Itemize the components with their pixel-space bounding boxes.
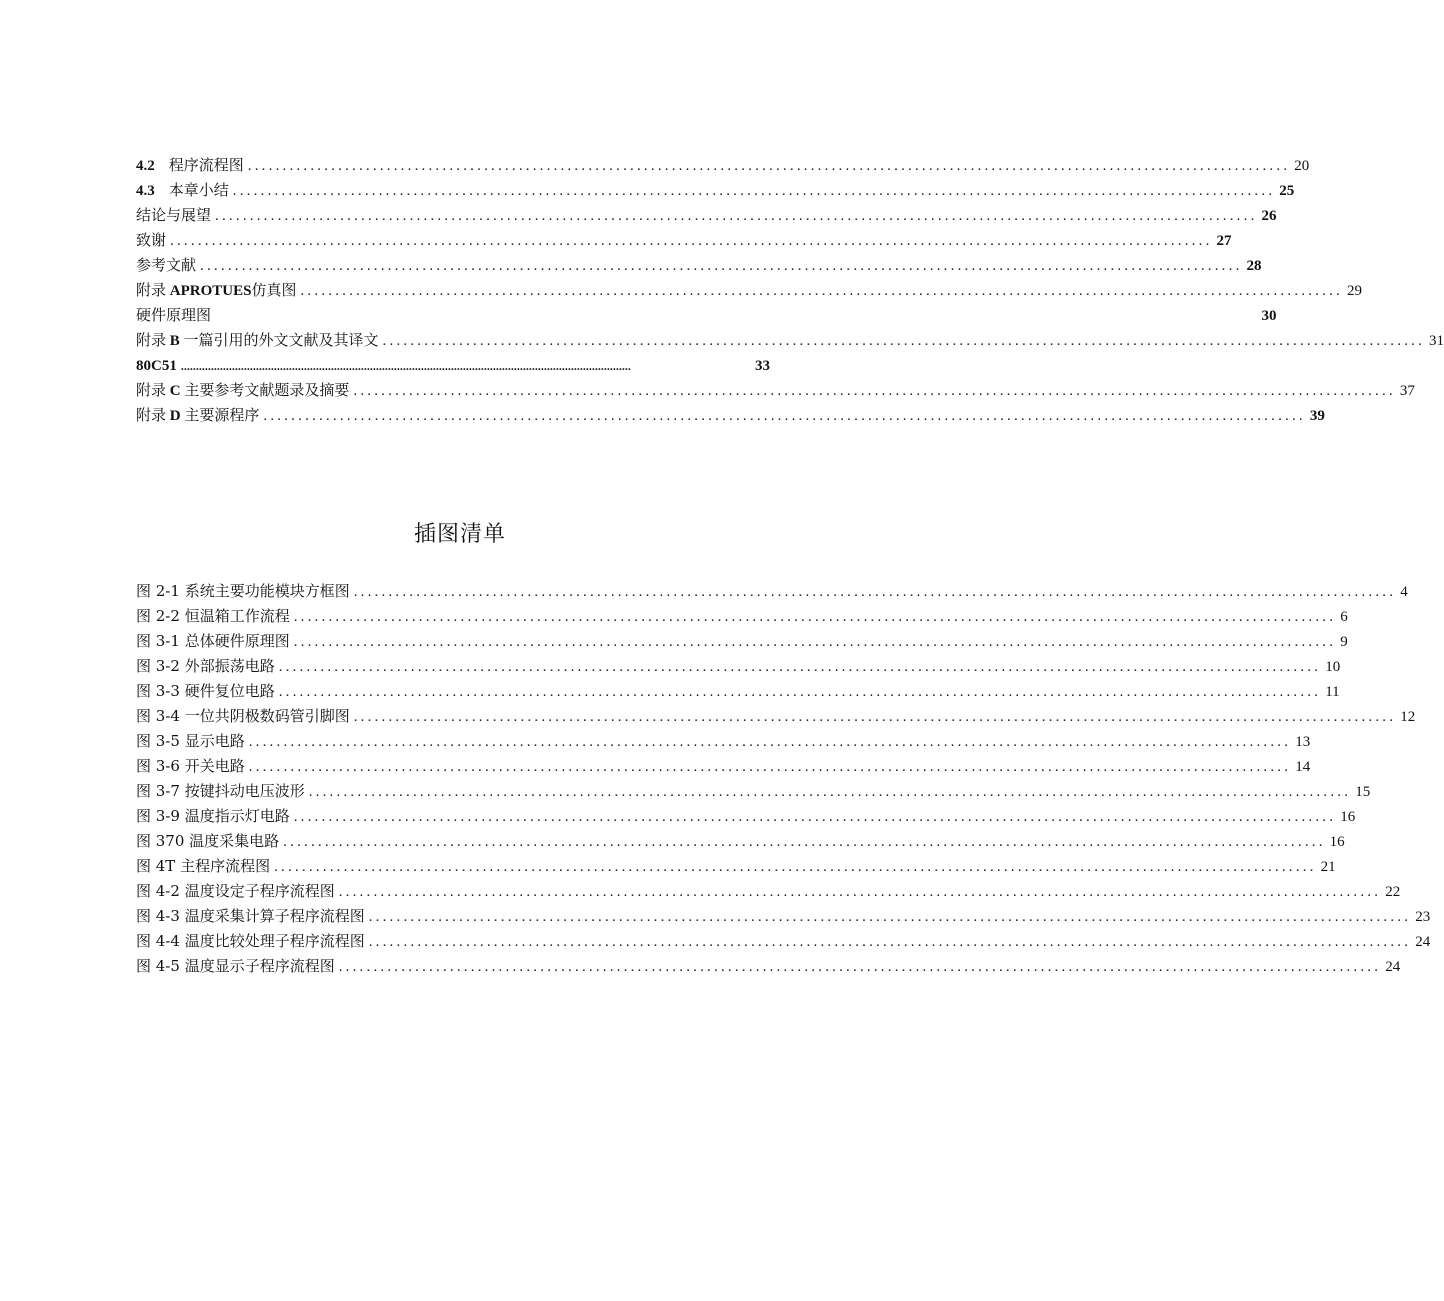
figure-entry-leader: ...................................................................................................................................................... bbox=[368, 909, 1412, 925]
toc-entry bbox=[136, 353, 770, 378]
figure-entry-leader: ...................................................................................................................................................... bbox=[283, 834, 1326, 850]
figure-entry bbox=[136, 704, 1416, 729]
figure-entry bbox=[136, 779, 1371, 804]
figure-entry-page: 16 bbox=[1340, 809, 1356, 825]
toc-entry-page: 33 bbox=[755, 358, 770, 374]
figure-entry-title: 图 370 温度采集电路 bbox=[136, 832, 280, 850]
figure-entry-leader: ...................................................................................................................................................... bbox=[293, 609, 1337, 625]
figure-entry-page: 24 bbox=[1415, 934, 1431, 950]
toc-entry-number: 4.3 bbox=[136, 183, 155, 199]
toc-entry bbox=[136, 203, 1277, 228]
figure-entry-title: 图 3-5 显示电路 bbox=[136, 732, 245, 750]
figure-entry-title: 图 4-4 温度比较处理子程序流程图 bbox=[136, 932, 365, 950]
toc-entry bbox=[136, 153, 1310, 178]
toc-entry-title-prefix: 附录 bbox=[136, 381, 167, 399]
figure-entry-page: 15 bbox=[1355, 784, 1371, 800]
figure-entry bbox=[136, 854, 1336, 879]
toc-entry-title bbox=[136, 278, 296, 304]
figure-entry-leader: ...................................................................................................................................................... bbox=[308, 784, 1352, 800]
toc-entry-page: 25 bbox=[1279, 183, 1295, 199]
figure-entry-leader: ...................................................................................................................................................... bbox=[278, 659, 1322, 675]
toc-entry-leader: ...................................................................................................................................................... bbox=[247, 158, 1291, 174]
figure-entry-leader: ...................................................................................................................................................... bbox=[293, 634, 1337, 650]
figure-entry bbox=[136, 679, 1340, 704]
toc-entry-title: 参考文献 bbox=[136, 256, 197, 274]
toc-entry bbox=[136, 303, 1277, 328]
toc-entry-title-suffix: 仿真图 bbox=[251, 281, 297, 299]
figure-entry-title: 图 3-2 外部振荡电路 bbox=[136, 657, 275, 675]
toc-entry-title-prefix: 附录 bbox=[136, 331, 167, 349]
figure-entry-page: 22 bbox=[1385, 884, 1401, 900]
figure-entry-page: 24 bbox=[1385, 959, 1401, 975]
toc-entry-title bbox=[136, 378, 349, 404]
figure-entry bbox=[136, 654, 1341, 679]
toc-entry-title: 本章小结 bbox=[168, 181, 229, 199]
figure-entry-page: 10 bbox=[1325, 659, 1341, 675]
toc-entry-title-bold: B bbox=[166, 333, 184, 349]
toc-entry-title-suffix: 主要参考文献题录及摘要 bbox=[184, 381, 350, 399]
figure-entry-page: 13 bbox=[1295, 734, 1311, 750]
figure-entry-title: 图 4-5 温度显示子程序流程图 bbox=[136, 957, 335, 975]
toc-entry-page: 39 bbox=[1309, 408, 1325, 424]
toc-entry-title-suffix: 主要源程序 bbox=[184, 406, 260, 424]
toc-entry-title: 硬件原理图 bbox=[136, 306, 212, 324]
toc-entry bbox=[136, 403, 1325, 428]
toc-entry-page: 37 bbox=[1399, 383, 1415, 399]
figures-list-heading: 插图清单 bbox=[413, 522, 506, 547]
toc-entry-title bbox=[136, 328, 379, 354]
toc-entry bbox=[136, 378, 1415, 403]
figure-entry-title: 图 3-1 总体硬件原理图 bbox=[136, 632, 290, 650]
figure-entry-leader: ...................................................................................................................................................... bbox=[353, 584, 1397, 600]
toc-entry-title-prefix: 附录 bbox=[136, 406, 167, 424]
figure-entry-leader: ...................................................................................................................................................... bbox=[248, 734, 1292, 750]
toc-entry bbox=[136, 253, 1262, 278]
figure-entry-page: 9 bbox=[1340, 634, 1348, 650]
figure-entry-leader: ...................................................................................................................................................... bbox=[353, 709, 1397, 725]
figure-entry bbox=[136, 604, 1348, 629]
figure-entry-leader: ...................................................................................................................................................... bbox=[248, 759, 1292, 775]
figure-entry bbox=[136, 804, 1356, 829]
toc-entry-leader: ...................................................................................................................................................... bbox=[200, 258, 1243, 274]
toc-entry-page: 28 bbox=[1246, 258, 1262, 274]
toc-entry-page: 27 bbox=[1216, 233, 1232, 249]
toc-entry-leader: ...................................................................................................................................................... bbox=[232, 183, 1276, 199]
toc-entry-page: 30 bbox=[1261, 308, 1277, 324]
figure-entry-title: 图 4-3 温度采集计算子程序流程图 bbox=[136, 907, 365, 925]
figure-entry-page: 12 bbox=[1400, 709, 1416, 725]
toc-entry-page: 20 bbox=[1294, 158, 1310, 174]
figure-entry-leader: ...................................................................................................................................................... bbox=[293, 809, 1337, 825]
figure-entry-page: 21 bbox=[1320, 859, 1336, 875]
figure-entry-page: 11 bbox=[1325, 684, 1340, 700]
figures-list bbox=[136, 579, 1431, 979]
figure-entry-title: 图 3-9 温度指示灯电路 bbox=[136, 807, 290, 825]
toc-entry-leader: ...................................................................................................................................................... bbox=[382, 333, 1426, 349]
figure-entry-leader: ...................................................................................................................................................... bbox=[274, 859, 1317, 875]
figure-entry-leader: ...................................................................................................................................................... bbox=[338, 884, 1382, 900]
figure-entry-title: 图 2-2 恒温箱工作流程 bbox=[136, 607, 290, 625]
figure-entry-page: 4 bbox=[1400, 584, 1408, 600]
figure-entry-leader: ...................................................................................................................................................... bbox=[368, 934, 1412, 950]
figure-entry bbox=[136, 904, 1431, 929]
toc-entry bbox=[136, 228, 1232, 253]
figure-entry bbox=[136, 879, 1401, 904]
figure-entry-title: 图 3-4 一位共阴极数码管引脚图 bbox=[136, 707, 350, 725]
figure-entry bbox=[136, 579, 1408, 604]
figure-entry-page: 14 bbox=[1295, 759, 1311, 775]
toc-entry-title: 程序流程图 bbox=[168, 156, 244, 174]
figure-entry bbox=[136, 954, 1401, 979]
toc-entry-leader: ...................................................................................................................................................... bbox=[353, 383, 1396, 399]
toc-entry-title bbox=[136, 353, 177, 379]
figure-entry-title: 图 3-6 开关电路 bbox=[136, 757, 245, 775]
toc-entry-page: 29 bbox=[1346, 283, 1362, 299]
toc-entry-title-bold: D bbox=[166, 408, 185, 424]
toc-entry-title: 致谢 bbox=[136, 231, 167, 249]
figure-entry bbox=[136, 754, 1311, 779]
table-of-contents bbox=[136, 153, 1444, 428]
toc-entry-leader: ...................................................................................................................................................... bbox=[215, 208, 1258, 224]
toc-entry-leader: ...................................................................................................................................................... bbox=[263, 408, 1306, 424]
figure-entry-page: 23 bbox=[1415, 909, 1431, 925]
toc-entry bbox=[136, 178, 1295, 203]
toc-entry-leader: ...................................................................................................................................................... bbox=[300, 283, 1343, 299]
figure-entry-title: 图 4T 主程序流程图 bbox=[136, 857, 271, 875]
figure-entry-title: 图 3-3 硬件复位电路 bbox=[136, 682, 275, 700]
toc-entry-leader: ...................................................................................................................................................... bbox=[170, 233, 1213, 249]
toc-entry-number: 4.2 bbox=[136, 158, 155, 174]
toc-entry-title: 结论与展望 bbox=[136, 206, 212, 224]
toc-entry-page: 31 bbox=[1429, 333, 1444, 349]
figure-entry bbox=[136, 829, 1345, 854]
toc-entry-title-suffix: 一篇引用的外文文献及其译文 bbox=[183, 331, 379, 349]
toc-entry bbox=[136, 278, 1362, 303]
figure-entry-title: 图 2-1 系统主要功能模块方框图 bbox=[136, 582, 350, 600]
figure-entry bbox=[136, 629, 1348, 654]
figure-entry-page: 16 bbox=[1329, 834, 1345, 850]
figure-entry-title: 图 3-7 按键抖动电压波形 bbox=[136, 782, 305, 800]
figure-entry-title: 图 4-2 温度设定子程序流程图 bbox=[136, 882, 335, 900]
figure-entry-leader: ...................................................................................................................................................... bbox=[278, 684, 1322, 700]
toc-entry-page: 26 bbox=[1261, 208, 1277, 224]
figure-entry bbox=[136, 929, 1431, 954]
figure-entry bbox=[136, 729, 1311, 754]
figure-entry-leader: ...................................................................................................................................................... bbox=[338, 959, 1382, 975]
toc-entry-title-bold: 80C51 bbox=[136, 358, 177, 374]
toc-entry-title bbox=[136, 403, 259, 429]
figure-entry-page: 6 bbox=[1340, 609, 1348, 625]
toc-entry-title-prefix: 附录 bbox=[136, 281, 167, 299]
toc-entry-title-bold: C bbox=[166, 383, 185, 399]
toc-entry-leader: ...................................................................................................................................................... bbox=[180, 359, 631, 373]
toc-entry-title-bold: APROTUES bbox=[166, 283, 252, 299]
toc-entry bbox=[136, 328, 1444, 353]
